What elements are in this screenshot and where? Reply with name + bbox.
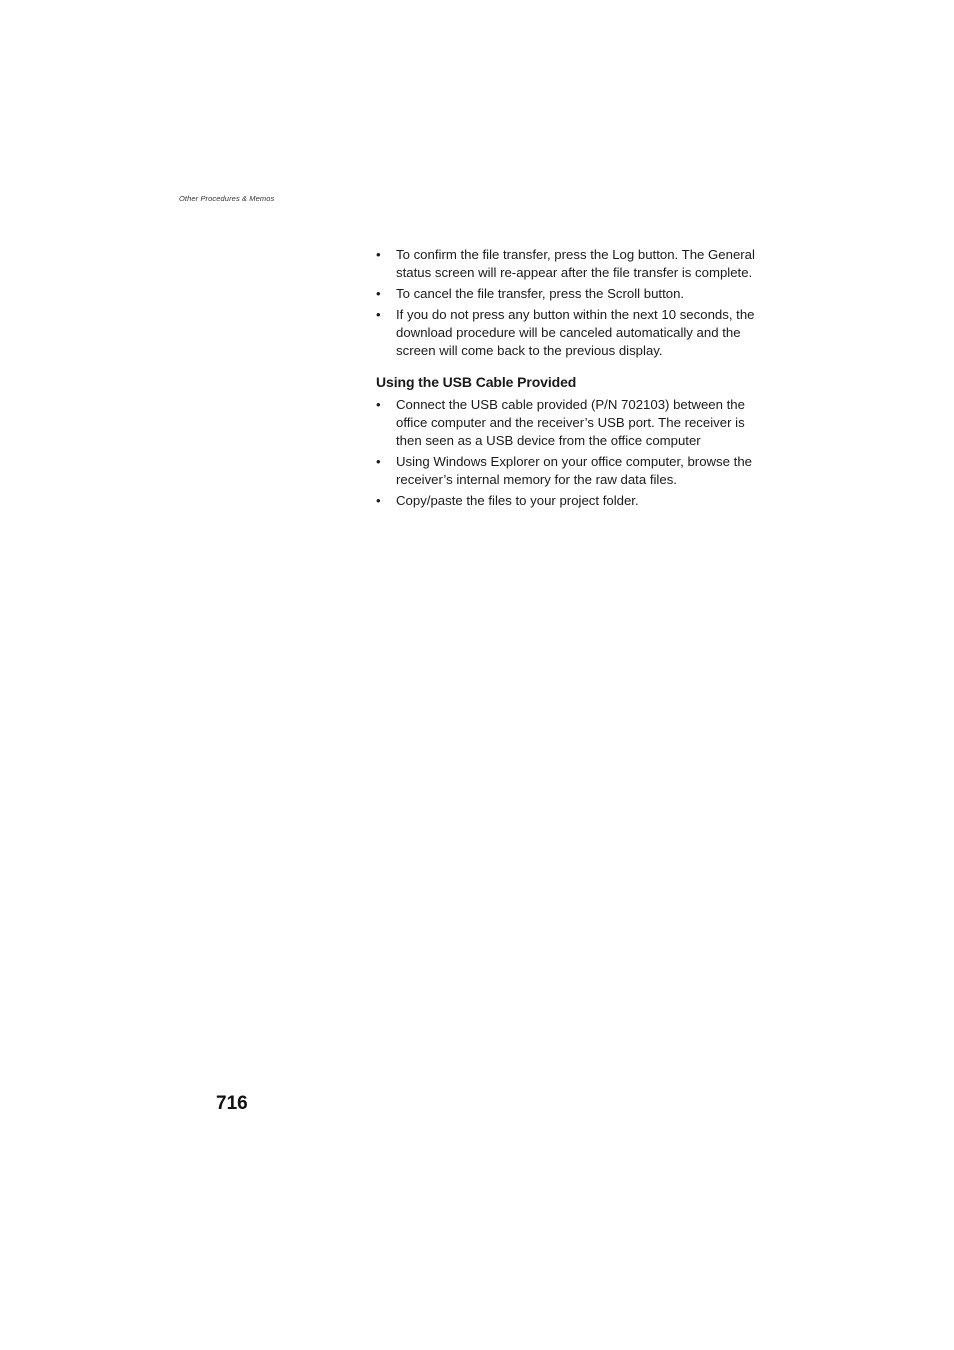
list-item-text: Copy/paste the files to your project folder. [396,493,639,508]
bullet-glyph: • [376,307,381,322]
list-item-text: To cancel the file transfer, press the Scroll button. [396,286,685,301]
section-heading-usb: Using the USB Cable Provided [376,374,577,390]
bullet-glyph: • [376,454,381,469]
list-item [376,453,760,489]
list-item [376,285,760,303]
list-item [376,246,760,282]
list-item-text: Using Windows Explorer on your office computer, browse the receiver’s internal memory for the raw data files. [396,454,752,487]
list-item-text: If you do not press any button within the next 10 seconds, the download procedure will be canceled automatically and the screen will come back to the previous display. [396,307,755,358]
list-item [376,306,760,360]
main-content [376,246,760,513]
bullet-glyph: • [376,247,381,262]
list-item [376,396,760,450]
bullet-glyph: • [376,397,381,412]
list-item-text: To confirm the file transfer, press the Log button. The General status screen will re-appear after the file transfer is complete. [396,247,755,280]
bullet-glyph: • [376,493,381,508]
page-number: 716 [216,1093,248,1114]
intro-bullet-list [376,246,760,360]
bullet-glyph: • [376,286,381,301]
list-item [376,492,760,510]
list-item-text: Connect the USB cable provided (P/N 702103) between the office computer and the receiver’s USB port. The receiver is then seen as a USB device from the office computer [396,397,745,448]
usb-bullet-list [376,396,760,510]
running-header: Other Procedures & Memos [179,194,275,203]
